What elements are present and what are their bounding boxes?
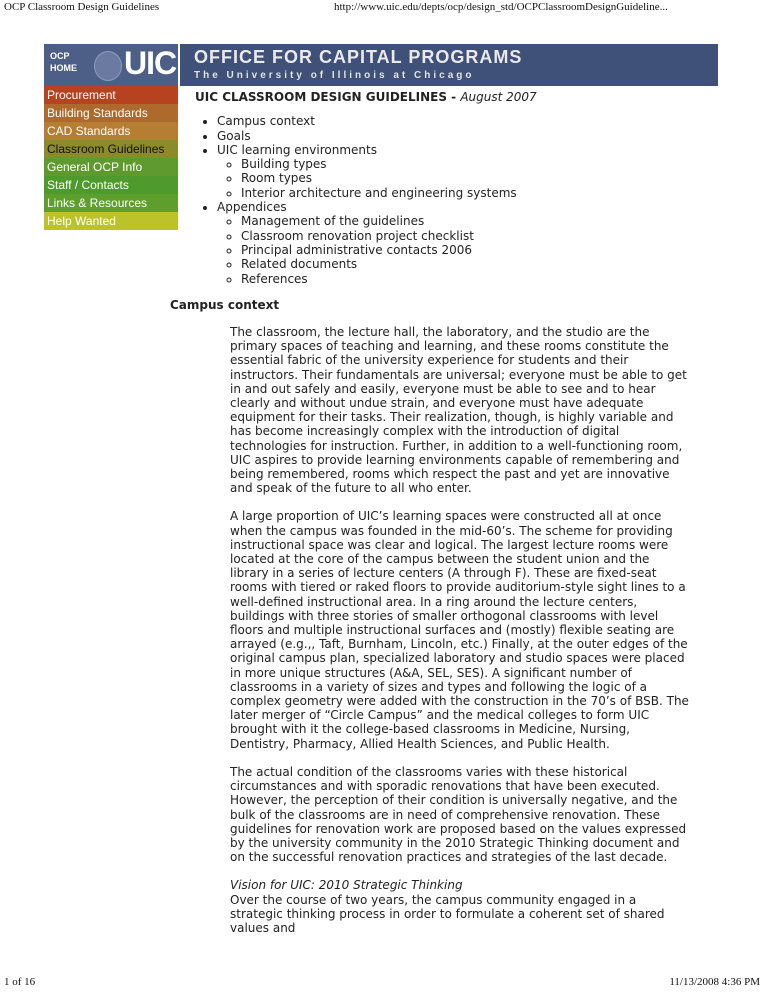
toc-related-documents[interactable]: ◦ Related documents	[241, 257, 715, 271]
page-number: 1 of 16	[4, 976, 36, 988]
sidebar-item-general-ocp-info[interactable]: General OCP Info	[44, 158, 178, 176]
sidebar-nav	[44, 86, 178, 230]
body-text	[230, 325, 690, 949]
toc-contacts[interactable]: ◦ Principal administrative contacts 2006	[241, 243, 715, 257]
print-page-title: OCP Classroom Design Guidelines	[4, 1, 160, 13]
toc-sublist	[217, 214, 715, 285]
sidebar-item-staff-contacts[interactable]: Staff / Contacts	[44, 176, 178, 194]
paragraph-text: Over the course of two years, the campus community engaged in a strategic thinking process in order to formulate a coherent set of shared values and	[230, 892, 665, 935]
toc-interior-architecture[interactable]: ◦ Interior architecture and engineering systems	[241, 186, 715, 200]
print-footer	[0, 974, 768, 990]
office-title: OFFICE FOR CAPITAL PROGRAMS	[194, 47, 523, 67]
page-title: UIC CLASSROOM DESIGN GUIDELINES - August 2007	[195, 90, 537, 104]
paragraph: The classroom, the lecture hall, the laboratory, and the studio are the primary spaces of teaching and learning, and these rooms constitute the essential fabric of the university experience for students and their instructors. Their fundamentals are universal; everyone must be able to get in and out safely and easily, everyone must be able to see and to hear clearly and without undue strain, and everyone must have adequate equipment for their tasks. Their realization, though, is highly variable and has become increasingly complex with the introduction of digital technologies for instruction. Further, in addition to a well-functioning room, UIC aspires to provide learning environments capable of remembering and being remembered, rooms which respect the past and yet are innovative and speak of the future to all who enter.	[230, 325, 687, 496]
toc-building-types[interactable]: ◦ Building types	[241, 157, 715, 171]
print-header	[0, 0, 768, 16]
print-datetime: 11/13/2008 4:36 PM	[669, 976, 760, 988]
subheading-vision: Vision for UIC: 2010 Strategic Thinking	[230, 878, 463, 893]
toc-references[interactable]: ◦ References	[241, 272, 715, 286]
toc-appendices[interactable]: • Appendices ◦ Management of the guidelines ◦ Classroom renovation project checklist ◦ Principal administrative contacts 2006 ◦ Related documents ◦ References	[217, 200, 715, 286]
paragraph: The actual condition of the classrooms varies with these historical circumstances and with sporadic renovations that have been executed. However, the perception of their condition is universally negative, and the bulk of the classrooms are in need of comprehensive renovation. These guidelines for renovation work are proposed based on the values expressed by the university community in the 2010 Strategic Thinking document and on the successful renovation practices and strategies of the last decade.	[230, 764, 687, 865]
print-url: http://www.uic.edu/depts/ocp/design_std/OCPClassroomDesignGuideline...	[334, 1, 668, 13]
uic-logo-text: UIC	[124, 45, 177, 81]
ocp-home-link[interactable]: OCP HOME	[50, 51, 77, 73]
paragraph: A large proportion of UIC’s learning spaces were constructed all at once when the campus was founded in the mid-60’s. The scheme for providing instructional space was clear and logical. The largest lecture rooms were located at the core of the campus between the student union and the library in a series of lecture centers (A through F). These are fixed-seat rooms with tiered or raked floors to provide auditorium-style sight lines to a well-defined instructional area. In a ring around the lecture centers, buildings with three stories of smaller orthogonal classrooms with level floors and multiple instructional surfaces and (mostly) flexible seating are arrayed (e.g.,, Taft, Burnham, Lincoln, etc.) Finally, at the outer edges of the original campus plan, specialized laboratory and studio spaces were placed in more unique structures (A&A, SEL, SES). A significant number of classrooms in a variety of sizes and types and following the logic of a complex geometry were added with the construction in the 70’s of BSB. The later merger of “Circle Campus” and the medical colleges to form UIC brought with it the college-based classrooms in Medicine, Nursing, Dentistry, Pharmacy, Allied Health Sciences, and Public Health.	[230, 509, 689, 751]
page-date: August 2007	[460, 90, 537, 104]
university-seal-icon	[94, 51, 122, 81]
toc-room-types[interactable]: ◦ Room types	[241, 171, 715, 185]
header-banner	[180, 44, 718, 86]
toc-sublist	[217, 157, 715, 200]
sidebar-item-links-resources[interactable]: Links & Resources	[44, 194, 178, 212]
sidebar-item-help-wanted[interactable]: Help Wanted	[44, 212, 178, 230]
section-heading-campus-context: Campus context	[170, 298, 280, 312]
ocp-home-logo[interactable]	[44, 44, 178, 86]
toc-goals[interactable]: • Goals	[217, 129, 715, 143]
toc-campus-context[interactable]: • Campus context	[217, 114, 715, 128]
toc-checklist[interactable]: ◦ Classroom renovation project checklist	[241, 229, 715, 243]
sidebar-item-classroom-guidelines[interactable]: Classroom Guidelines	[44, 140, 178, 158]
sidebar-item-building-standards[interactable]: Building Standards	[44, 104, 178, 122]
table-of-contents	[195, 114, 715, 286]
toc-learning-environments[interactable]: • UIC learning environments ◦ Building types ◦ Room types ◦ Interior architecture and engineering systems	[217, 143, 715, 200]
main-content	[195, 90, 715, 286]
toc-management[interactable]: ◦ Management of the guidelines	[241, 214, 715, 228]
university-subtitle: The University of Illinois at Chicago	[194, 70, 475, 81]
paragraph	[230, 878, 690, 935]
sidebar-item-cad-standards[interactable]: CAD Standards	[44, 122, 178, 140]
sidebar-item-procurement[interactable]: Procurement	[44, 86, 178, 104]
